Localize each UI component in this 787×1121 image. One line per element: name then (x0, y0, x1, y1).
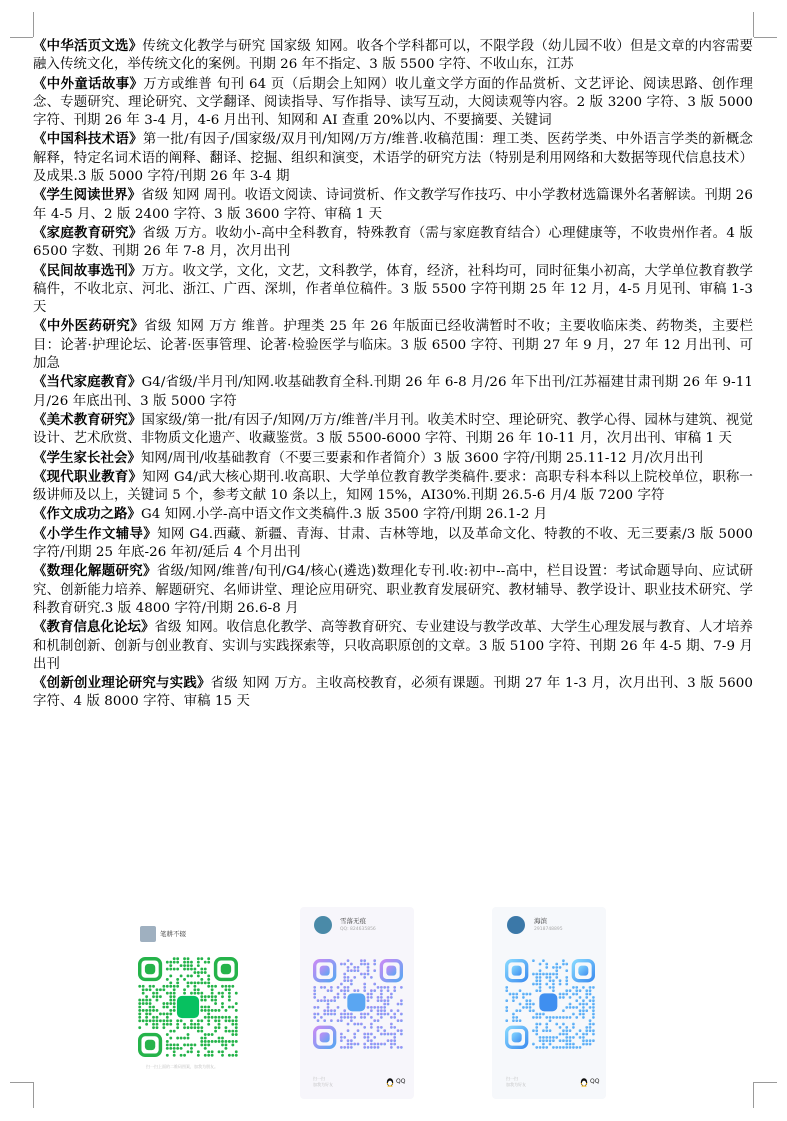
journal-entry (33, 674, 753, 712)
journal-description: 省级 知网 万方 维普。护理类 25 年 26 年版面已经收满暂时不收；主要收临床类、药物类，主要栏目：论著·护理论坛、论著·医事管理、论著·检验医学与临床。3 版 6500 字符、刊期 27 年 9 月，27 年 12 月出刊、可加急 (33, 319, 753, 372)
journal-description: 省级 知网 周刊。收语文阅读、诗词赏析、作文教学写作技巧、中小学教材选篇课外名著解读。刊期 26 年 4-5 月、2 版 2400 字符、3 版 3600 字符、审稿 1 天 (33, 188, 753, 222)
crop-mark-bottom-right-h (754, 1082, 777, 1083)
journal-title: 《作文成功之路》 (33, 506, 141, 523)
journal-description: 省级 知网。收信息化教学、高等教育研究、专业建设与教学改革、大学生心理发展与教育、人才培养和机制创新、创新与创业教育、实训与实践探索等，只收高职原创的文章。3 版 5100 字符、刊期 26 年 4-5 期、7-9 月出刊 (33, 620, 753, 672)
journal-title: 《数理化解题研究》 (33, 563, 157, 580)
qq-penguin-icon (579, 1077, 589, 1087)
journal-title: 《小学生作文辅导》 (33, 525, 158, 542)
qq-qr-card-2 (492, 907, 606, 1099)
journal-title: 《家庭教育研究》 (33, 224, 143, 241)
avatar (507, 916, 525, 934)
journal-entry (33, 562, 753, 618)
journal-description: 省级 知网 万方。主收高校教育，必须有课题。刊期 27 年 1-3 月，次月出刊、3 版 5600 字符、4 版 8000 字符、审稿 15 天 (33, 676, 753, 710)
journal-description: 省级 万方。收幼小-高中全科教育，特殊教育（需与家庭教育结合）心理健康等，不收贵州作者。4 版 6500 字数、刊期 26 年 7-8 月，次月出刊 (33, 225, 753, 260)
crop-mark-top-right-h (754, 37, 777, 38)
crop-mark-bottom-left-h (10, 1082, 33, 1083)
journal-description: 知网 G4/武大核心期刊.收高职、大学单位教育教学类稿件.要求：高职专科本科以上院校单位，职称一级讲师及以上，关键词 5 个，参考文献 10 条以上，知网 15%，AI30%.刊期 26.5-6 月/4 版 7200 字符 (33, 469, 753, 504)
qq-label: QQ (590, 1078, 600, 1085)
card-footer-2: 加我为好友 (313, 1082, 333, 1087)
journal-entry (33, 262, 753, 318)
journal-entry (33, 411, 753, 449)
journal-description: 万方或维普 旬刊 64 页（后期会上知网）收儿童文学方面的作品赏析、文艺评论、阅读思路、创作理念、专题研究、理论研究、文学翻译、阅读指导、写作指导、读写互动，大阅读观等内容。2 版 3200 字符、3 版 5000 字符、刊期 26 年 3-4 月，4-6 月出刊、知网和 AI 查重 20%以内、不要摘要、关键词 (33, 76, 753, 129)
avatar (140, 926, 156, 942)
card-name: 雪落无痕 (340, 917, 366, 925)
journal-entry (33, 449, 753, 468)
journal-description: 省级/知网/维普/旬刊/G4/核心(遴选)数理化专刊.收:初中--高中，栏目设置：考试命题导向、应试研究、创新能力培养、解题研究、名师讲堂、理论应用研究、职业教育发展研究、教材辅导、教学设计、职业技术研究、学科教育研究.3 版 4800 字符/刊期 26.6-8 月 (33, 564, 753, 616)
card-footer: 扫一扫上面的二维码图案，加我为朋友。 (146, 1064, 218, 1069)
journal-title: 《当代家庭教育》 (33, 374, 142, 391)
journal-title: 《中华活页文选》 (33, 38, 143, 54)
journal-entry (33, 186, 753, 224)
journal-title: 《学生阅读世界》 (33, 187, 142, 204)
journal-title: 《创新创业理论研究与实践》 (33, 675, 211, 692)
qq-label: QQ (396, 1078, 406, 1085)
qq-qr-card-1 (300, 907, 414, 1099)
journal-description: 知网/周刊/收基础教育（不要三要素和作者简介）3 版 3600 字符/刊期 25.11-12 月/次月出刊 (140, 450, 704, 466)
qq-qr-code[interactable] (313, 959, 403, 1049)
crop-mark-bottom-right-v (753, 1082, 754, 1108)
journal-title: 《学生家长社会》 (33, 449, 141, 466)
journal-description: 国家级/第一批/有因子/知网/万方/维普/半月刊。收美术时空、理论研究、教学心得、园林与建筑、视觉设计、艺术欣赏、非物质文化遗产、收藏鉴赏。3 版 5500-6000 字符、刊期 26 年 10-11 月，次月出刊、审稿 1 天 (33, 412, 753, 447)
journal-description: 万方。收文学，文化，文艺，文科教学，体育，经济，社科均可，同时征集小初高，大学单位教育教学稿件，不收北京、河北、浙江、广西、深圳，作者单位稿件。3 版 5500 字符刊期 25 年 12 月，4-5 月见刊、审稿 1-3 天 (33, 263, 753, 316)
card-name: 笔耕不辍 (160, 930, 186, 938)
journal-description: 传统文化教学与研究 国家级 知网。收各个学科都可以，不限学段（幼儿园不收）但是文章的内容需要融入传统文化，举传统文化的案例。刊期 26 年不指定、3 版 5500 字符、不收山东，江苏 (33, 39, 753, 73)
qq-qr-code[interactable] (505, 959, 595, 1049)
journal-title: 《中国科技术语》 (33, 131, 143, 148)
journal-entry (33, 317, 753, 373)
journal-title: 《美术教育研究》 (33, 411, 142, 428)
journal-entry (33, 468, 753, 506)
journal-description: 知网 G4.西藏、新疆、青海、甘肃、吉林等地，以及革命文化、特教的不收、无三要素/3 版 5000 字符/刊期 25 年底-26 年初/延后 4 个月出刊 (33, 526, 753, 561)
journal-title: 《中外童话故事》 (33, 75, 144, 92)
qq-number: QQ: 824635856 (340, 927, 376, 932)
crop-mark-bottom-left-v (33, 1082, 34, 1108)
journal-entry (33, 130, 753, 186)
crop-mark-top-left-v (33, 12, 34, 37)
card-footer-1: 扫一扫 (313, 1076, 325, 1081)
journal-title: 《教育信息化论坛》 (33, 619, 155, 636)
journal-entry (33, 75, 753, 131)
avatar (314, 916, 332, 934)
wechat-qr-code[interactable] (138, 957, 238, 1057)
journal-title: 《现代职业教育》 (33, 468, 143, 485)
card-name: 海滨 (534, 917, 547, 925)
journal-title: 《民间故事选刊》 (33, 262, 142, 279)
journal-entry (33, 373, 753, 411)
journal-entry (33, 37, 753, 75)
crop-mark-top-right-v (753, 12, 754, 37)
qq-penguin-icon (385, 1077, 395, 1087)
journal-title: 《中外医药研究》 (33, 318, 145, 335)
crop-mark-top-left-h (10, 37, 33, 38)
journal-entry (33, 618, 753, 674)
journal-entry (33, 525, 753, 563)
card-footer-2: 加我为好友 (506, 1082, 526, 1087)
journal-entry (33, 224, 753, 262)
journal-list (33, 37, 753, 712)
wechat-qr-card (126, 917, 250, 1074)
journal-entry (33, 505, 753, 524)
journal-description: G4 知网.小学-高中语文作文类稿件.3 版 3500 字符/刊期 26.1-2 月 (140, 507, 548, 523)
qq-number: 2918748895 (534, 927, 563, 932)
journal-description: 第一批/有因子/国家级/双月刊/知网/万方/维普.收稿范围：理工类、医药学类、中外语言学类的新概念解释，特定名词术语的阐释、翻译、挖掘、组织和演变，术语学的研究方法（特别是利用网络和大数据等现代信息技术）及成果.3 版 5000 字符/刊期 26 年 3-4 期 (33, 132, 753, 185)
card-footer-1: 扫一扫 (506, 1076, 518, 1081)
journal-description: G4/省级/半月刊/知网.收基础教育全科.刊期 26 年 6-8 月/26 年下出刊/江苏福建甘肃刊期 26 年 9-11 月/26 年底出刊、3 版 5000 字符 (33, 375, 753, 409)
